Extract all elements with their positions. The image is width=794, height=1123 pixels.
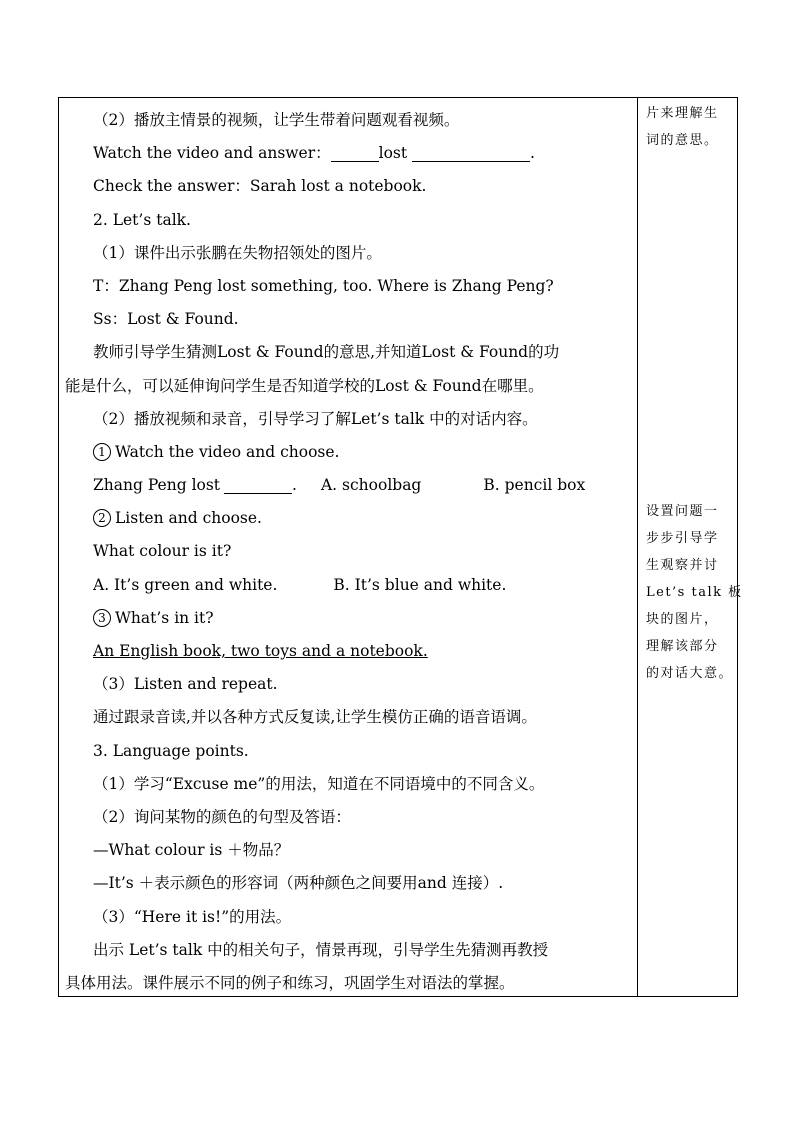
line-text: 教师引导学生猜测Lost & Found的意思,并知道Lost & Found的功 xyxy=(93,343,560,362)
procedure-line xyxy=(65,901,633,934)
procedure-line xyxy=(65,967,633,1000)
line-text: . xyxy=(292,476,297,495)
line-text: Listen and choose. xyxy=(115,509,262,528)
note-line: 设置问题一 xyxy=(646,504,719,519)
line-text: 2. Let’s talk. xyxy=(93,210,191,229)
option-a: A. schoolbag xyxy=(320,476,422,495)
note-block-1 xyxy=(646,100,733,154)
answer-blank xyxy=(331,145,379,162)
line-text: （3）“Here it is!”的用法。 xyxy=(93,907,292,926)
procedure-line xyxy=(65,370,633,403)
procedure-line xyxy=(65,336,633,369)
circled-number: 1 xyxy=(93,443,111,461)
circled-number: 3 xyxy=(93,609,111,627)
notes-column xyxy=(638,98,743,996)
note-line: 理解该部分 xyxy=(646,639,719,654)
option-b: B. pencil box xyxy=(483,476,586,495)
procedure-line xyxy=(65,569,633,602)
procedure-line xyxy=(65,535,633,568)
procedure-line xyxy=(65,237,633,270)
line-text: Watch the video and choose. xyxy=(115,442,340,461)
note-line: 块的图片， xyxy=(646,612,719,627)
answer-blank xyxy=(224,477,292,494)
procedure-line xyxy=(65,104,633,137)
line-text: （2）播放主情景的视频，让学生带着问题观看视频。 xyxy=(93,111,460,129)
procedure-line xyxy=(65,701,633,734)
procedure-line xyxy=(65,436,633,469)
option-a: A. It’s green and white. xyxy=(93,575,278,594)
line-text: 出示 Let’s talk 中的相关句子，情景再现，引导学生先猜测再教授 xyxy=(93,940,549,959)
procedure-line xyxy=(65,602,633,635)
note-line: 词的意思。 xyxy=(646,133,719,148)
procedure-line xyxy=(65,801,633,834)
procedure-line xyxy=(65,403,633,436)
procedure-line xyxy=(65,137,633,170)
line-text: What colour is it? xyxy=(93,542,232,561)
answer-blank xyxy=(412,145,530,162)
procedure-line xyxy=(65,668,633,701)
line-text: Zhang Peng lost xyxy=(93,476,221,495)
procedure-line xyxy=(65,270,633,303)
line-text: —It’s ＋表示颜色的形容词（两种颜色之间要用and 连接）. xyxy=(93,874,504,893)
line-text: （1）课件出示张鹏在失物招领处的图片。 xyxy=(93,243,382,262)
circled-number: 2 xyxy=(93,509,111,527)
note-line: 步步引导学 xyxy=(646,531,719,546)
procedure-line xyxy=(65,635,633,668)
note-line: 生观察并讨 xyxy=(646,558,719,573)
line-text: 3. Language points. xyxy=(93,741,249,760)
note-block-2 xyxy=(646,498,743,687)
procedure-column xyxy=(59,98,638,996)
procedure-line xyxy=(65,934,633,967)
line-text: Watch the video and answer： xyxy=(93,144,331,163)
procedure-line xyxy=(65,502,633,535)
line-text: 通过跟录音读,并以各种方式反复读,让学生模仿正确的语音语调。 xyxy=(93,708,537,727)
procedure-line xyxy=(65,768,633,801)
line-text: Ss：Lost & Found. xyxy=(93,310,239,329)
procedure-line xyxy=(65,170,633,203)
procedure-line xyxy=(65,735,633,768)
line-text: 能是什么，可以延伸询问学生是否知道学校的Lost & Found在哪里。 xyxy=(65,376,544,395)
line-text: —What colour is ＋物品？ xyxy=(93,841,290,860)
line-text: . xyxy=(530,144,535,163)
line-text: What’s in it? xyxy=(115,608,214,627)
answer-text: An English book, two toys and a notebook. xyxy=(93,642,428,660)
line-text: （1）学习“Excuse me”的用法，知道在不同语境中的不同含义。 xyxy=(93,774,545,793)
line-text: （2）播放视频和录音，引导学习了解Let’s talk 中的对话内容。 xyxy=(93,409,538,428)
procedure-line xyxy=(65,867,633,900)
procedure-line xyxy=(65,303,633,336)
note-line: 的对话大意。 xyxy=(646,666,734,681)
procedure-line xyxy=(65,834,633,867)
line-text: （2）询问某物的颜色的句型及答语： xyxy=(93,807,351,826)
line-text: 具体用法。课件展示不同的例子和练习，巩固学生对语法的掌握。 xyxy=(65,973,515,992)
note-line: Let’s talk 板 xyxy=(646,585,743,600)
note-line: 片来理解生 xyxy=(646,106,719,121)
lesson-plan-table xyxy=(58,97,743,997)
line-text: （3）Listen and repeat. xyxy=(93,675,278,694)
line-text: Check the answer：Sarah lost a notebook. xyxy=(93,177,427,196)
procedure-line xyxy=(65,204,633,237)
procedure-line xyxy=(65,469,633,502)
line-text: lost xyxy=(378,144,413,163)
option-b: B. It’s blue and white. xyxy=(333,575,507,594)
line-text: T：Zhang Peng lost something, too. Where is Zhang Peng? xyxy=(93,276,554,295)
